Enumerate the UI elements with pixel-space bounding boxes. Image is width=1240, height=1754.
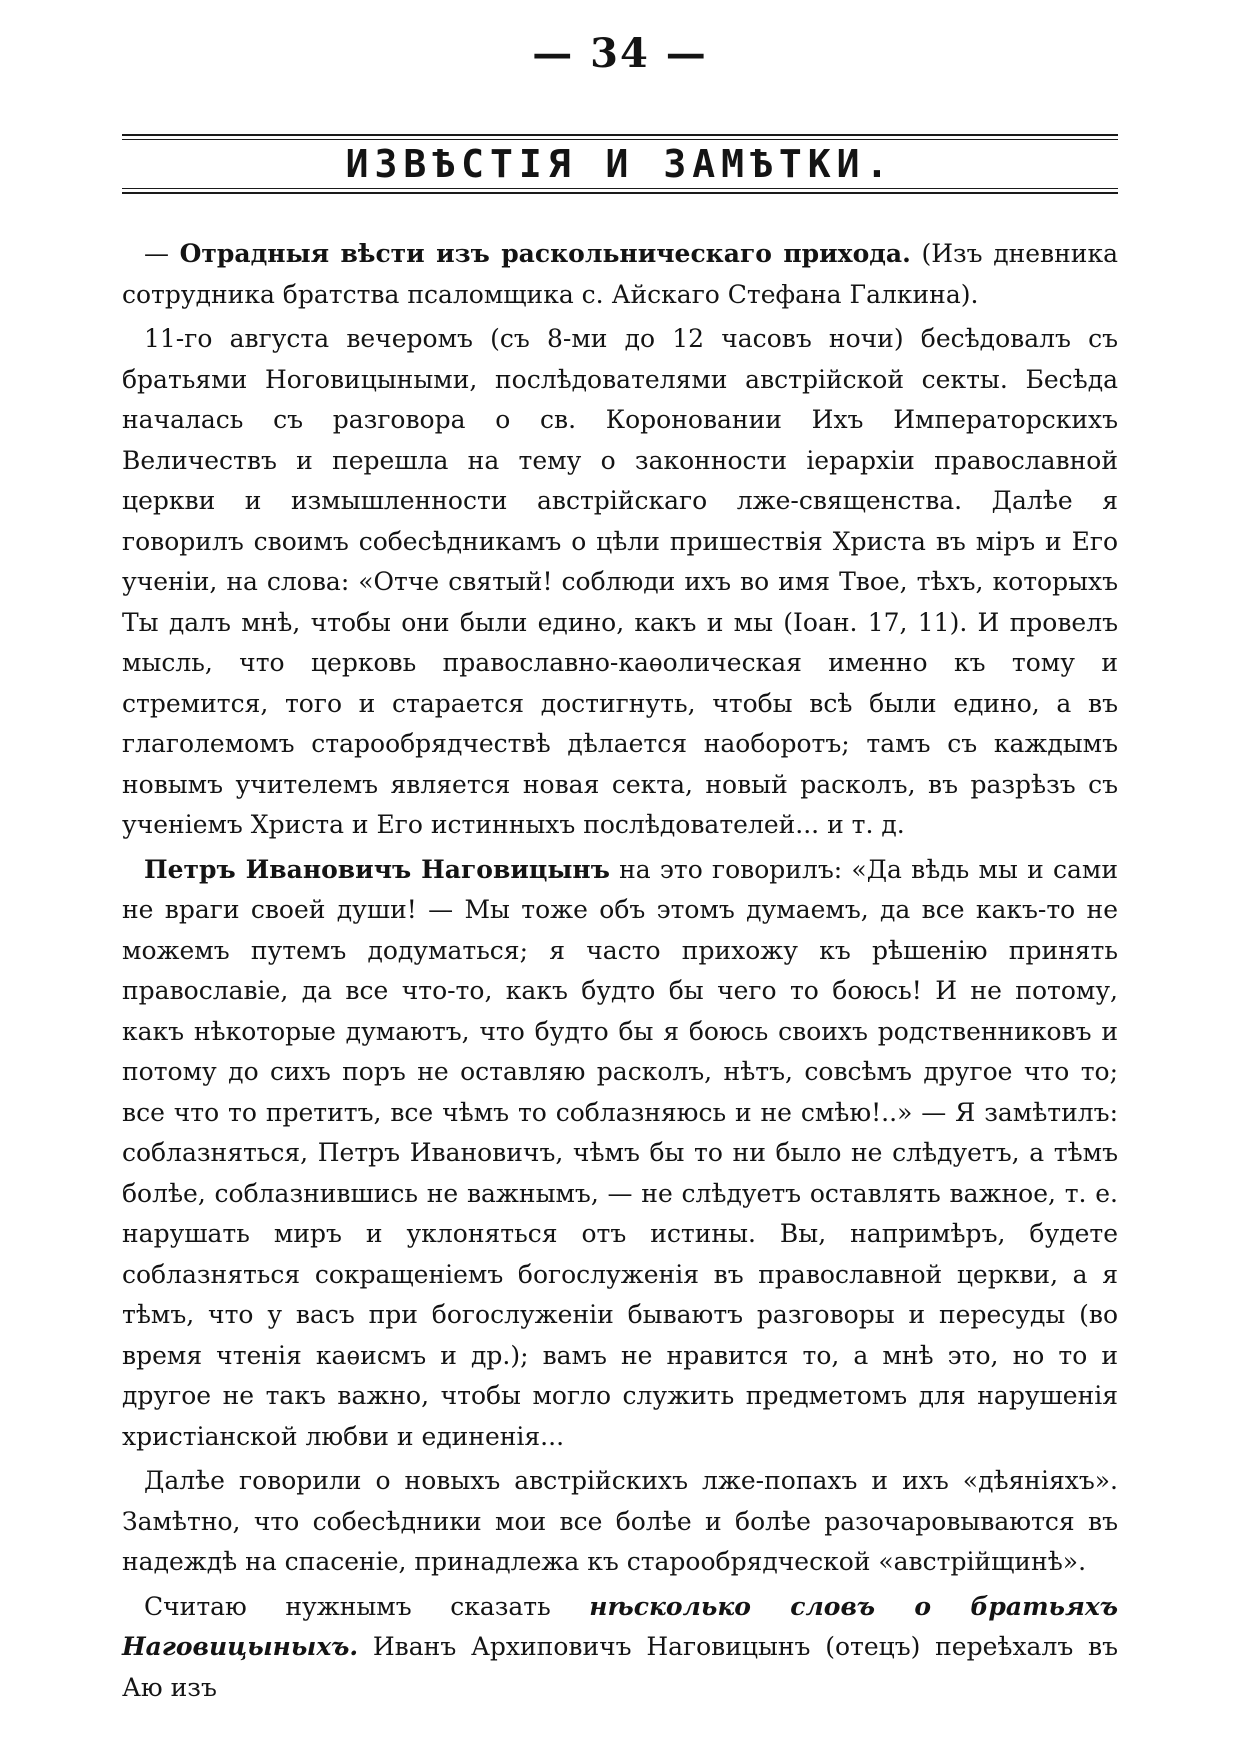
article-heading: Отрадныя вѣсти изъ раскольническаго прихода. [179, 239, 911, 268]
article-body [122, 234, 1118, 1712]
section-title: ИЗВѢСТІЯ И ЗАМѢТКИ. [345, 142, 895, 186]
paragraph-4-start: Считаю нужнымъ сказать [144, 1591, 590, 1621]
paragraph-4-end: Иванъ Архиповичъ Наговицынъ (отецъ) переѣхалъ въ Аю изъ [122, 1632, 1118, 1702]
article-heading-paragraph [122, 234, 1118, 315]
rule-line [122, 134, 1118, 136]
header-rule-bottom [122, 188, 1118, 197]
article-subtitle: (Изъ дневника сотрудника братства псаломщика с. Айскаго Стефана Галкина). [122, 239, 1118, 309]
paragraph-4-italic: нѣсколько словъ о братьяхъ Наговицыныхъ. [122, 1591, 1118, 1661]
paragraph-1: 11-го августа вечеромъ (съ 8-ми до 12 часовъ ночи) бесѣдовалъ съ братьями Ноговицыными, послѣдователями австрійской секты. Бесѣда началась съ разговора о св. Короновании Ихъ Императорскихъ Величествъ и перешла на тему о законности іерархіи православной церкви и измышленности австрійскаго лже-священства. Далѣе я говорилъ своимъ собесѣдникамъ о цѣли пришествія Христа въ міръ и Его ученіи, на слова: «Отче святый! соблюди ихъ во имя Твое, тѣхъ, которыхъ Ты далъ мнѣ, чтобы они были едино, какъ и мы (Іоан. 17, 11). И провелъ мысль, что церковь православно-каѳолическая именно къ тому и стремится, того и старается достигнуть, чтобы всѣ были едино, а въ глаголемомъ старообрядчествѣ дѣлается наоборотъ; тамъ съ каждымъ новымъ учителемъ является новая секта, новый расколъ, въ разрѣзъ съ ученіемъ Христа и Его истинныхъ послѣдователей... и т. д. [122, 324, 1118, 839]
lead-dash: — [144, 239, 180, 268]
page-number: — 34 — [532, 30, 708, 77]
rule-line [122, 188, 1118, 189]
paragraph-4 [122, 1587, 1118, 1709]
rule-line [122, 139, 1118, 140]
paragraph-2 [122, 850, 1118, 1458]
paragraph-3: Далѣе говорили о новыхъ австрійскихъ лже-попахъ и ихъ «дѣяніяхъ». Замѣтно, что собесѣдники мои все болѣе и болѣе разочаровываются въ надеждѣ на спасеніе, принадлежа къ старообрядческой «австрійщинѣ». [122, 1466, 1118, 1576]
speaker-name: Петръ Ивановичъ Наговицынъ [144, 854, 610, 884]
rule-line [122, 192, 1118, 194]
paragraph-2-text: на это говорилъ: «Да вѣдь мы и сами не враги своей души! — Мы тоже объ этомъ думаемъ, да все какъ-то не можемъ путемъ додуматься; я часто прихожу къ рѣшенію принять православіе, да все что-то, какъ будто бы чего то боюсь! И не потому, какъ нѣкоторые думаютъ, что будто бы я боюсь своихъ родственниковъ и потому до сихъ поръ не оставляю расколъ, нѣтъ, совсѣмъ другое что то; все что то претитъ, все чѣмъ то соблазняюсь и не смѣю!..» — Я замѣтилъ: соблазняться, Петръ Ивановичъ, чѣмъ бы то ни было не слѣдуетъ, а тѣмъ болѣе, соблазнившись не важнымъ, — не слѣдуетъ оставлять важное, т. е. нарушать миръ и уклоняться отъ истины. Вы, напримѣръ, будете соблазняться сокращеніемъ богослуженія въ православной церкви, а я тѣмъ, что у васъ при богослуженіи бываютъ разговоры и пересуды (во время чтенія каѳисмъ и др.); вамъ не нравится то, а мнѣ это, но то и другое не такъ важно, чтобы могло служить предметомъ для нарушенія христіанской любви и единенія... [122, 854, 1118, 1451]
